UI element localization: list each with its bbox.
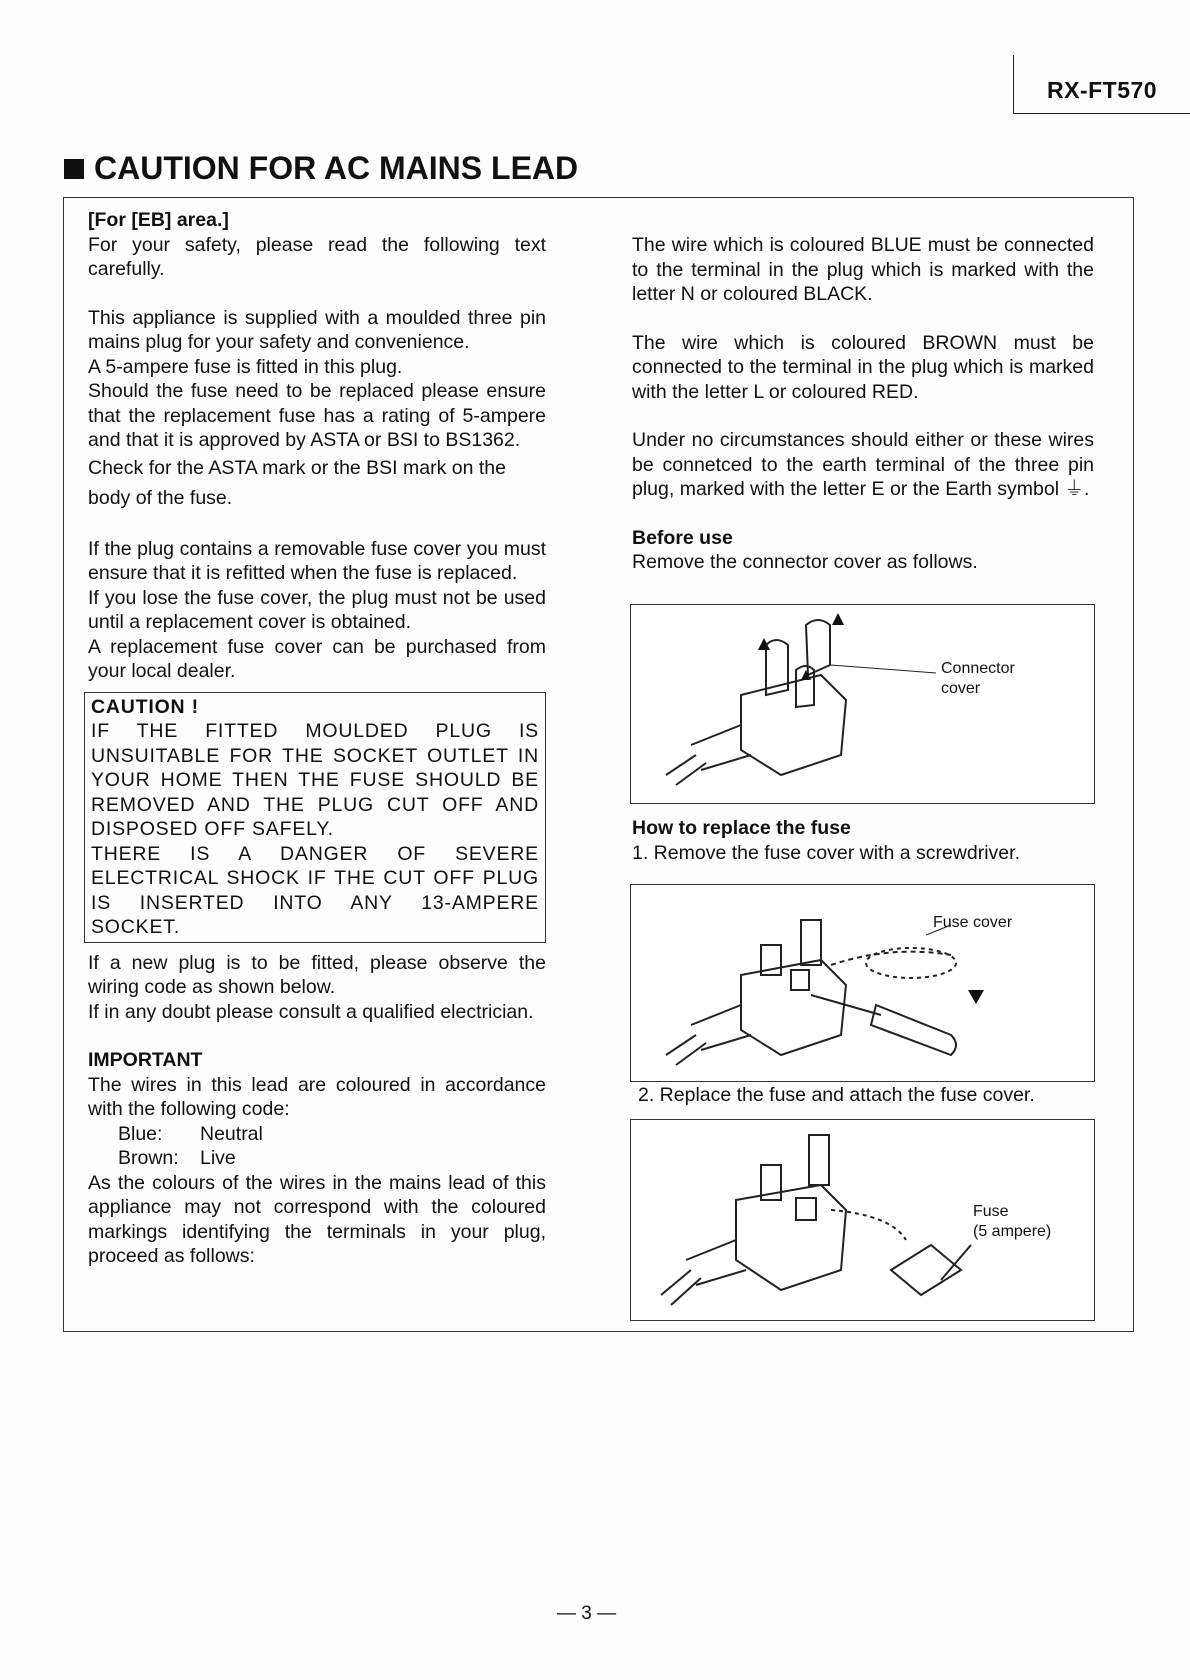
screwdriver-plug-illustration-icon [631, 885, 1094, 1081]
label-line: (5 ampere) [973, 1223, 1052, 1240]
paragraph: A 5-ampere fuse is fitted in this plug. [88, 355, 403, 378]
caution-text: IF THE FITTED MOULDED PLUG IS UNSUITABLE FOR THE SOCKET OUTLET IN YOUR HOME THEN THE FUSE SHOULD BE REMOVED AND THE PLUG CUT OFF AND DISPOSED OFF SAFELY. [91, 720, 539, 840]
how-to-heading: How to replace the fuse [632, 817, 851, 839]
paragraph: Under no circumstances should either or these wires be connetced to the earth terminal of the three pin plug, marked with the letter E or the Earth symbol ⏚. [632, 429, 1094, 500]
caution-box [84, 692, 546, 943]
paragraph: The wire which is coloured BLUE must be connected to the terminal in the plug which is marked with the letter N or coloured BLACK. [632, 234, 1094, 305]
bullet-square-icon [64, 159, 84, 179]
wire-colour: Blue: [118, 1122, 163, 1145]
safety-intro: For your safety, please read the following text carefully. [88, 233, 546, 280]
paragraph: Remove the connector cover as follows. [632, 551, 978, 573]
paragraph: If you lose the fuse cover, the plug must not be used until a replacement cover is obtained. [88, 586, 546, 633]
right-column [632, 233, 1094, 575]
before-use-heading: Before use [632, 526, 733, 549]
wire-meaning: Neutral [200, 1122, 263, 1145]
connector-cover-label [941, 659, 1015, 699]
paragraph: If in any doubt please consult a qualified electrician. [88, 1000, 534, 1023]
left-column [88, 208, 546, 1269]
fuse-cover-label: Fuse cover [933, 914, 1013, 931]
model-number: RX-FT570 [1047, 77, 1158, 103]
paragraph: The wire which is coloured BROWN must be connected to the terminal in the plug which is marked with the letter L or coloured RED. [632, 331, 1094, 403]
paragraph: This appliance is supplied with a moulded three pin mains plug for your safety and convenience. [88, 306, 546, 353]
wire-colour: Brown: [118, 1147, 179, 1169]
area-label: [For [EB] area.] [88, 209, 229, 231]
label-line: Connector [941, 660, 1015, 677]
paragraph: Check for the ASTA mark or the BSI mark on the body of the fuse. [88, 456, 506, 509]
label-line: Fuse [973, 1203, 1009, 1220]
plug-illustration-icon [631, 605, 1094, 803]
paragraph: If the plug contains a removable fuse cover you must ensure that it is refitted when the fuse is replaced. [88, 537, 546, 584]
fuse-instructions [632, 816, 1094, 865]
page-number: — 3 — [557, 1603, 617, 1624]
title-text: CAUTION FOR AC MAINS LEAD [94, 150, 579, 186]
wire-meaning: Live [200, 1147, 236, 1169]
caution-title: CAUTION ! [91, 695, 199, 718]
step-2-container [638, 1083, 1100, 1108]
paragraph: Should the fuse need to be replaced please ensure that the replacement fuse has a rating of 5-ampere and that it is approved by ASTA or BSI to BS1362. [88, 380, 546, 451]
paragraph: The wires in this lead are coloured in accordance with the following code: [88, 1073, 546, 1120]
important-heading: IMPORTANT [88, 1049, 203, 1071]
connector-cover-figure [630, 604, 1095, 804]
fuse-label [973, 1202, 1051, 1242]
page-title [64, 150, 578, 187]
caution-text: THERE IS A DANGER OF SEVERE ELECTRICAL SHOCK IF THE CUT OFF PLUG IS INSERTED INTO ANY 13-AMPERE SOCKET. [91, 842, 539, 938]
replace-fuse-figure [630, 1119, 1095, 1321]
step-2: 2. Replace the fuse and attach the fuse cover. [638, 1084, 1035, 1106]
paragraph: If a new plug is to be fitted, please observe the wiring code as shown below. [88, 951, 546, 998]
paragraph: As the colours of the wires in the mains lead of this appliance may not correspond with the coloured markings identifying the terminals in your plug, proceed as follows: [88, 1171, 546, 1267]
model-header [1013, 55, 1190, 114]
remove-fuse-cover-figure [630, 884, 1095, 1082]
label-line: cover [941, 680, 981, 697]
paragraph: A replacement fuse cover can be purchased from your local dealer. [88, 635, 546, 682]
step-1: 1. Remove the fuse cover with a screwdriver. [632, 841, 1020, 864]
